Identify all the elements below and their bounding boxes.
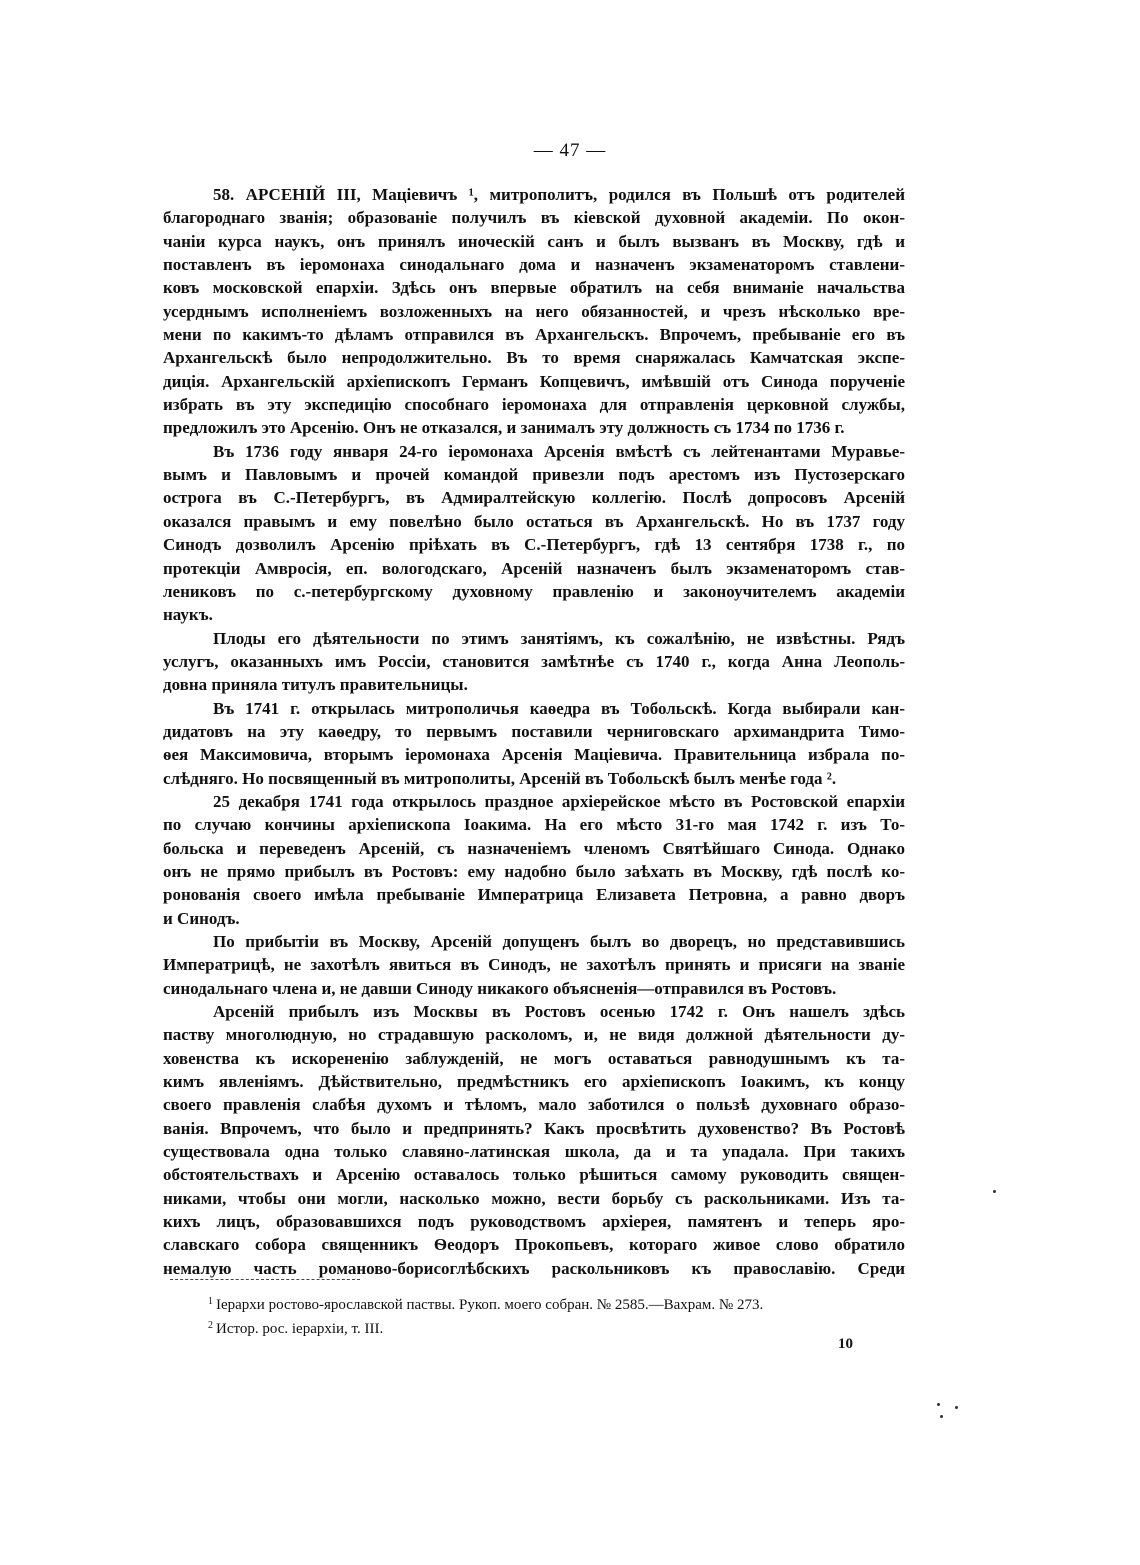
text-line: Арсеній прибылъ изъ Москвы въ Ростовъ осенью 1742 г. Онъ нашелъ здѣсь [213,1002,905,1022]
text-line: вымъ и Павловымъ и прочей командой привезли подъ арестомъ изъ Пустозерскаго [163,465,905,485]
text-line: острога въ С.-Петербургъ, въ Адмиралтейскую коллегію. Послѣ допросовъ Арсеній [163,488,905,508]
text-line: ронованія своего имѣла пребываніе Императрица Елизавета Петровна, а равно дворъ [163,885,905,905]
text-line: славскаго собора священникъ Ѳеодоръ Прокопьевъ, котораго живое слово обратило [163,1235,905,1255]
text-line: лениковъ по с.-петербургскому духовному правленію и законоучителемъ академіи [163,581,905,601]
text-line: избрать въ эту экспедицію способнаго іеромонаха для отправленія церковной службы, [163,395,905,415]
text-line: услугъ, оказанныхъ имъ Россіи, становится замѣтнѣе съ 1740 г., когда Анна Леополь- [163,651,905,671]
text-line: чаніи курса наукъ, онъ принялъ иноческій санъ и былъ вызванъ въ Москву, гдѣ и [163,231,905,251]
signature-mark: 10 [838,1336,853,1352]
text-line: оказался правымъ и ему повелѣно было остаться въ Архангельскѣ. Но въ 1737 году [163,511,905,531]
text-line: усерднымъ исполненіемъ возложенныхъ на него обязанностей, и чрезъ нѣсколько вре- [163,301,905,321]
text-line: по случаю кончины архіепископа Іоакима. На его мѣсто 31-го мая 1742 г. изъ То- [163,815,905,835]
text-line: ванія. Впрочемъ, что было и предпринять? Какъ просвѣтить духовенство? Въ Ростовѣ [163,1118,905,1138]
paragraph [163,440,905,627]
text-line: диція. Архангельскій архіепископъ Германъ Копцевичъ, имѣвшій отъ Синода порученіе [163,371,905,391]
paragraph [163,183,905,440]
scan-speck [955,1406,958,1409]
text-line: Въ 1736 году января 24-го іеромонаха Арсенія вмѣстѣ съ лейтенантами Муравье- [213,441,905,461]
text-line: Императрицѣ, не захотѣлъ явиться въ Синодъ, не захотѣлъ принять и присяги на званіе [163,955,905,975]
text-line: немалую часть романово-борисоглѣбскихъ раскольниковъ къ православію. Среди [163,1258,905,1278]
text-line: синодальнаго члена и, не давши Синоду никакого объясненія—отправился въ Ростовъ. [163,978,837,998]
paragraph [163,697,905,790]
text-line: ковъ московской епархіи. Здѣсь онъ впервые обратилъ на себя вниманіе начальства [163,278,905,298]
footnote [208,1314,908,1338]
text-line: слѣдняго. Но посвященный въ митрополиты, Арсеній въ Тобольскѣ былъ менѣе года ². [163,768,837,788]
text-line: обстоятельствахъ и Арсенію оставалось только рѣшиться самому руководить священ- [163,1165,905,1185]
footnote-text: Іерархи ростово-ярославской паствы. Рукоп. моего собран. № 2585.—Вахрам. № 273. [216,1297,764,1313]
text-line: онъ не прямо прибылъ въ Ростовъ: ему надобно было заѣхать въ Москву, гдѣ послѣ ко- [163,861,905,881]
text-line: протекціи Амвросія, еп. вологодскаго, Арсеній назначенъ былъ экзаменаторомъ став- [163,558,905,578]
paragraph [163,930,905,1000]
paragraph [163,790,905,930]
text-line: ѳея Максимовича, вторымъ іеромонаха Арсенія Маціевича. Правительница избрала по- [163,745,905,765]
text-line: и Синодъ. [163,908,240,928]
body-text [163,183,905,1280]
text-line: паству многолюдную, но страдавшую расколомъ, и, не видя должной дѣятельности ду- [163,1025,905,1045]
text-line: поставленъ въ іеромонаха синодальнаго дома и назначенъ экзаменаторомъ ставлени- [163,255,905,275]
paragraph [163,627,905,697]
text-line: больска и переведенъ Арсеній, съ назначеніемъ членомъ Святѣйшаго Синода. Однако [163,838,905,858]
scan-speck [993,1190,996,1193]
scan-speck [940,1415,943,1418]
paragraph [163,1000,905,1280]
text-line: Синодъ дозволилъ Арсенію пріѣхать въ С.-Петербургъ, гдѣ 13 сентября 1738 г., по [163,535,905,555]
text-line: своего правленія слабѣя духомъ и тѣломъ, мало заботился о пользѣ духовнаго образо- [163,1095,905,1115]
footnote-text: Истор. рос. іерархіи, т. III. [216,1321,384,1337]
footnote [208,1290,908,1314]
text-line: 25 декабря 1741 года открылось праздное архіерейское мѣсто въ Ростовской епархіи [213,791,905,811]
footnote-mark: 2 [208,1320,213,1331]
text-line: По прибытіи въ Москву, Арсеній допущенъ былъ во дворецъ, но представившись [213,932,905,951]
text-line: довна приняла титулъ правительницы. [163,675,468,695]
footnote-mark: 1 [208,1296,213,1307]
text-line: кимъ явленіямъ. Дѣйствительно, предмѣстникъ его архіепископъ Іоакимъ, къ концу [163,1072,905,1092]
text-line: существовала одна только славяно-латинская школа, да и та упадала. При такихъ [163,1142,905,1162]
scan-speck [937,1403,940,1406]
text-line: дидатовъ на эту каѳедру, то первымъ поставили черниговскаго архимандрита Тимо- [163,721,905,741]
page-number: — 47 — [533,140,607,161]
text-line: мени по какимъ-то дѣламъ отправился въ Архангельскъ. Впрочемъ, пребываніе его въ [163,325,905,345]
text-line: предложилъ это Арсенію. Онъ не отказался, и занималъ эту должность съ 1734 по 1736 г. [163,418,845,438]
footnote-rule [170,1279,360,1280]
text-line: благороднаго званія; образованіе получилъ въ кіевской духовной академіи. По окон- [163,208,905,228]
text-line: Въ 1741 г. открылась митрополичья каѳедра въ Тобольскѣ. Когда выбирали кан- [213,698,905,718]
text-line: никами, чтобы они могли, насколько можно, вести борьбу съ раскольниками. Изъ та- [163,1188,905,1208]
text-line: кихъ лицъ, образовавшихся подъ руководствомъ архіерея, памятенъ и теперь яро- [163,1212,905,1232]
text-line: Архангельскѣ было непродолжительно. Въ то время снаряжалась Камчатская экспе- [163,348,905,368]
text-line: ховенства къ искорененію заблужденій, не могъ оставаться равнодушнымъ къ та- [163,1048,905,1068]
text-line: Плоды его дѣятельности по этимъ занятіямъ, къ сожалѣнію, не извѣстны. Рядъ [213,628,905,648]
text-line: наукъ. [163,605,213,625]
text-line: 58. АРСЕНІЙ III, Маціевичъ ¹, митрополитъ, родился въ Польшѣ отъ родителей [213,185,905,204]
footnotes [208,1290,908,1338]
